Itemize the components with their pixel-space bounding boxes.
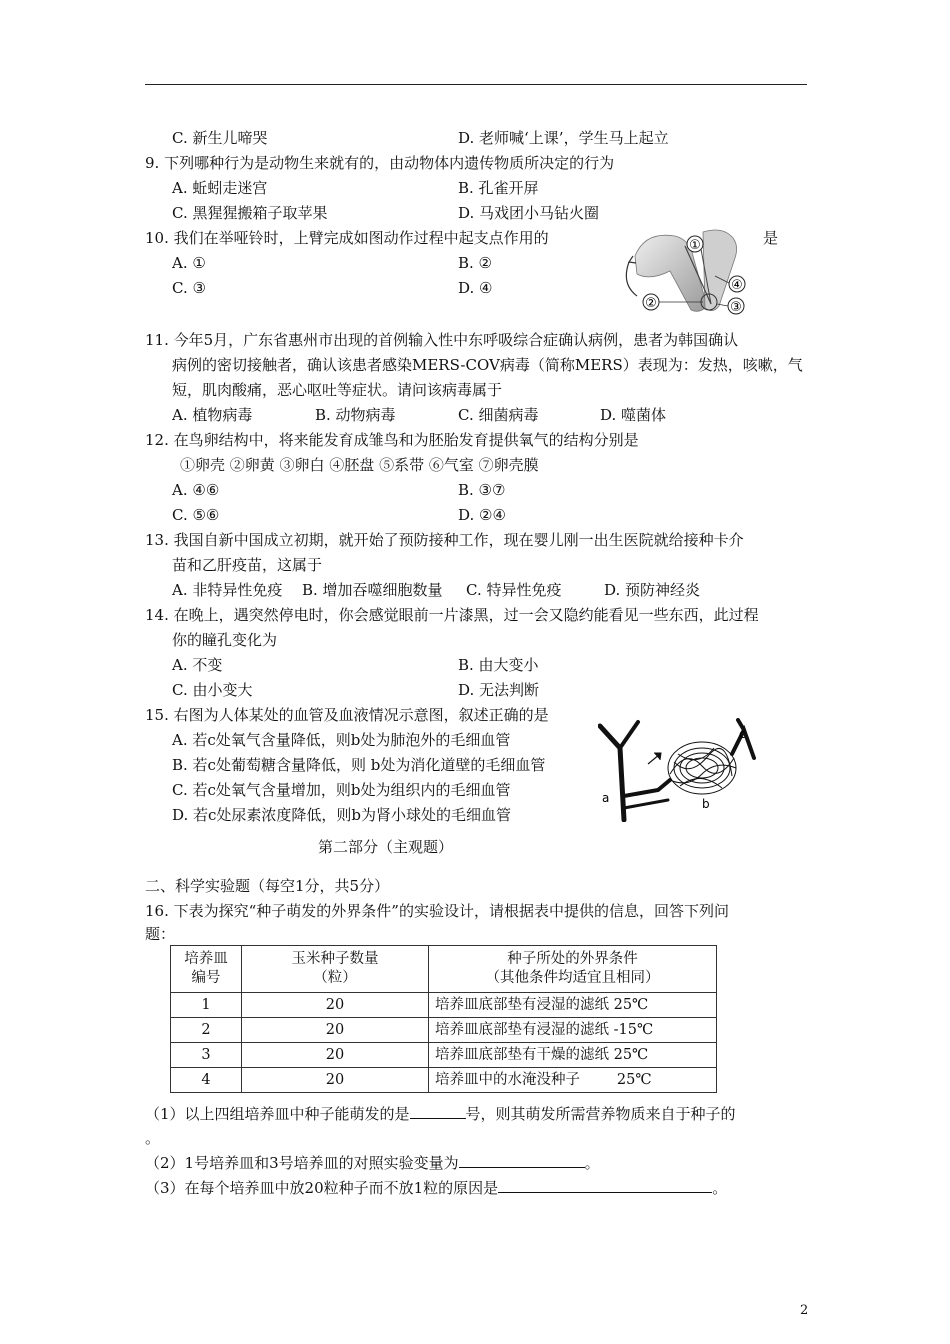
q16-sub3-text: （3）在每个培养皿中放20粒种子而不放1粒的原因是 [145,1179,499,1197]
header-conditions [429,946,717,993]
vessel-a-branch-top [620,722,638,748]
q15-stem: 15. 右图为人体某处的血管及血液情况示意图，叙述正确的是 [145,706,549,724]
q16-sub2-blank[interactable] [459,1153,585,1168]
vessel-a-branch [624,780,670,796]
q10-option-c: C. ③ [172,279,206,297]
q13-option-d: D. 预防神经炎 [604,581,701,599]
row1-count: 20 [242,993,429,1018]
q9-option-d: D. 马戏团小马钻火圈 [458,204,600,222]
header-conditions-line2: （其他条件均适宜且相同） [485,970,660,986]
q14-stem-line1: 14. 在晚上，遇突然停电时，你会感觉眼前一片漆黑，过一会又隐约能看见一些东西，此过程 [145,606,759,624]
q13-option-a: A. 非特异性免疫 [172,581,283,599]
table-row [171,1068,717,1093]
q10-stem: 10. 我们在举哑铃时，上臂完成如图动作过程中起支点作用的 [145,229,549,247]
row2-no: 2 [171,1018,242,1043]
q13-stem-line2: 苗和乙肝疫苗，这属于 [172,556,323,574]
table-row [171,1018,717,1043]
q13-option-b: B. 增加吞噬细胞数量 [302,581,443,599]
q8-option-d: D. 老师喊‘上课’，学生马上起立 [458,129,669,147]
q13-option-c: C. 特异性免疫 [466,581,562,599]
q12-option-d: D. ②④ [458,506,506,524]
q16-sub1-text-b: 号，则其萌发所需营养物质来自于种子的 [465,1105,736,1123]
q16-stem-line2: 题： [145,925,176,943]
q14-stem-line2: 你的瞳孔变化为 [172,631,278,649]
arm-figure [615,226,760,318]
q9-option-c: C. 黑猩猩搬箱子取苹果 [172,204,328,222]
header-conditions-line1: 种子所处的外界条件 [507,951,638,967]
row3-condition: 培养皿底部垫有干燥的滤纸 25℃ [429,1043,717,1068]
q15-option-c: C. 若c处氧气含量增加，则b处为组织内的毛细血管 [172,781,511,799]
table-header-row [171,946,717,993]
q11-option-d: D. 噬菌体 [600,406,667,424]
header-seed-count-line1: 玉米种子数量 [291,951,379,967]
q14-option-b: B. 由大变小 [458,656,539,674]
q9-option-a: A. 蚯蚓走迷宫 [172,179,268,197]
q10-stem-tail: 是 [763,229,779,247]
q11-option-c: C. 细菌病毒 [458,406,539,424]
fig-label-a: a [602,791,610,805]
q12-option-c: C. ⑤⑥ [172,506,220,524]
row4-no: 4 [171,1068,242,1093]
header-seed-count-line2: （粒） [313,970,357,986]
table-row [171,1043,717,1068]
row4-count: 20 [242,1068,429,1093]
q13-stem-line1: 13. 我国自新中国成立初期，就开始了预防接种工作，现在婴儿刚一出生医院就给接种卡介 [145,531,744,549]
header-dish-no-line2: 编号 [191,970,221,986]
header-seed-count [242,946,429,993]
q15-option-a: A. 若c处氧气含量降低，则b处为肺泡外的毛细血管 [172,731,511,749]
fig-label-b: b [702,797,710,811]
vessel-a-trunk [600,726,624,820]
section2-title: 二、科学实验题（每空1分，共5分） [145,877,390,895]
q14-option-d: D. 无法判断 [458,681,540,699]
q16-sub3 [145,1178,727,1198]
q14-option-c: C. 由小变大 [172,681,253,699]
fig-label-1: ① [689,238,701,253]
row1-condition: 培养皿底部垫有浸湿的滤纸 25℃ [429,993,717,1018]
experiment-table [170,945,717,1093]
q11-option-b: B. 动物病毒 [315,406,396,424]
q16-sub2-text: （2）1号培养皿和3号培养皿的对照实验变量为 [145,1154,459,1172]
row2-count: 20 [242,1018,429,1043]
q16-sub1-end: 。 [145,1129,161,1147]
row3-no: 3 [171,1043,242,1068]
rotation-arrow [626,262,637,296]
q15-option-b: B. 若c处葡萄糖含量降低，则 b处为消化道壁的毛细血管 [172,756,546,774]
q9-option-b: B. 孔雀开屏 [458,179,539,197]
q11-stem-line3: 短，肌肉酸痛，恶心呕吐等症状。请问该病毒属于 [172,381,503,399]
q9-stem: 9. 下列哪种行为是动物生来就有的，由动物体内遗传物质所决定的行为 [145,154,615,172]
q12-option-a: A. ④⑥ [172,481,220,499]
fig-label-3: ③ [730,300,742,315]
row1-no: 1 [171,993,242,1018]
q15-option-d: D. 若c处尿素浓度降低，则b为肾小球处的毛细血管 [172,806,512,824]
part2-title: 第二部分（主观题） [318,838,454,856]
q16-sub3-end: 。 [712,1179,728,1197]
fig-label-2: ② [645,296,657,311]
q11-option-a: A. 植物病毒 [172,406,253,424]
vessel-a-branch-low [624,800,668,808]
table-row [171,993,717,1018]
flow-arrow-head [654,753,661,760]
q16-sub2 [145,1153,600,1173]
q10-option-b: B. ② [458,254,493,272]
capillary-network [668,742,736,794]
q16-sub2-end: 。 [584,1154,600,1172]
q16-stem-line1: 16. 下表为探究“种子萌发的外界条件”的实验设计，请根据表中提供的信息，回答下列问 [145,902,729,920]
q8-option-c: C. 新生儿啼哭 [172,129,268,147]
header-dish-no-line1: 培养皿 [184,951,228,967]
q12-structure-list: ①卵壳 ②卵黄 ③卵白 ④胚盘 ⑤系带 ⑥气室 ⑦卵壳膜 [180,456,539,474]
q11-stem-line2: 病例的密切接触者，确认该患者感染MERS-COV病毒（简称MERS）表现为：发热，咳嗽，气 [172,356,803,374]
q12-stem: 12. 在鸟卵结构中，将来能发育成雏鸟和为胚胎发育提供氧气的结构分别是 [145,431,639,449]
q16-sub3-blank[interactable] [498,1178,712,1193]
fig-label-c: c [739,727,746,741]
fig-label-4: ④ [731,278,743,293]
q10-option-a: A. ① [172,254,206,272]
header-rule [145,84,807,85]
q10-option-d: D. ④ [458,279,493,297]
q14-option-a: A. 不变 [172,656,223,674]
vessel-figure [598,718,758,822]
page-number: 2 [800,1303,809,1318]
q16-sub1-blank[interactable] [410,1104,466,1119]
q12-option-b: B. ③⑦ [458,481,506,499]
q11-stem-line1: 11. 今年5月，广东省惠州市出现的首例输入性中东呼吸综合症确认病例，患者为韩国确认 [145,331,739,349]
row2-condition: 培养皿底部垫有浸湿的滤纸 -15℃ [429,1018,717,1043]
header-dish-no [171,946,242,993]
q16-sub1-text-a: （1）以上四组培养皿中种子能萌发的是 [145,1105,410,1123]
q16-sub1 [145,1104,736,1124]
row3-count: 20 [242,1043,429,1068]
row4-condition: 培养皿中的水淹没种子 25℃ [429,1068,717,1093]
